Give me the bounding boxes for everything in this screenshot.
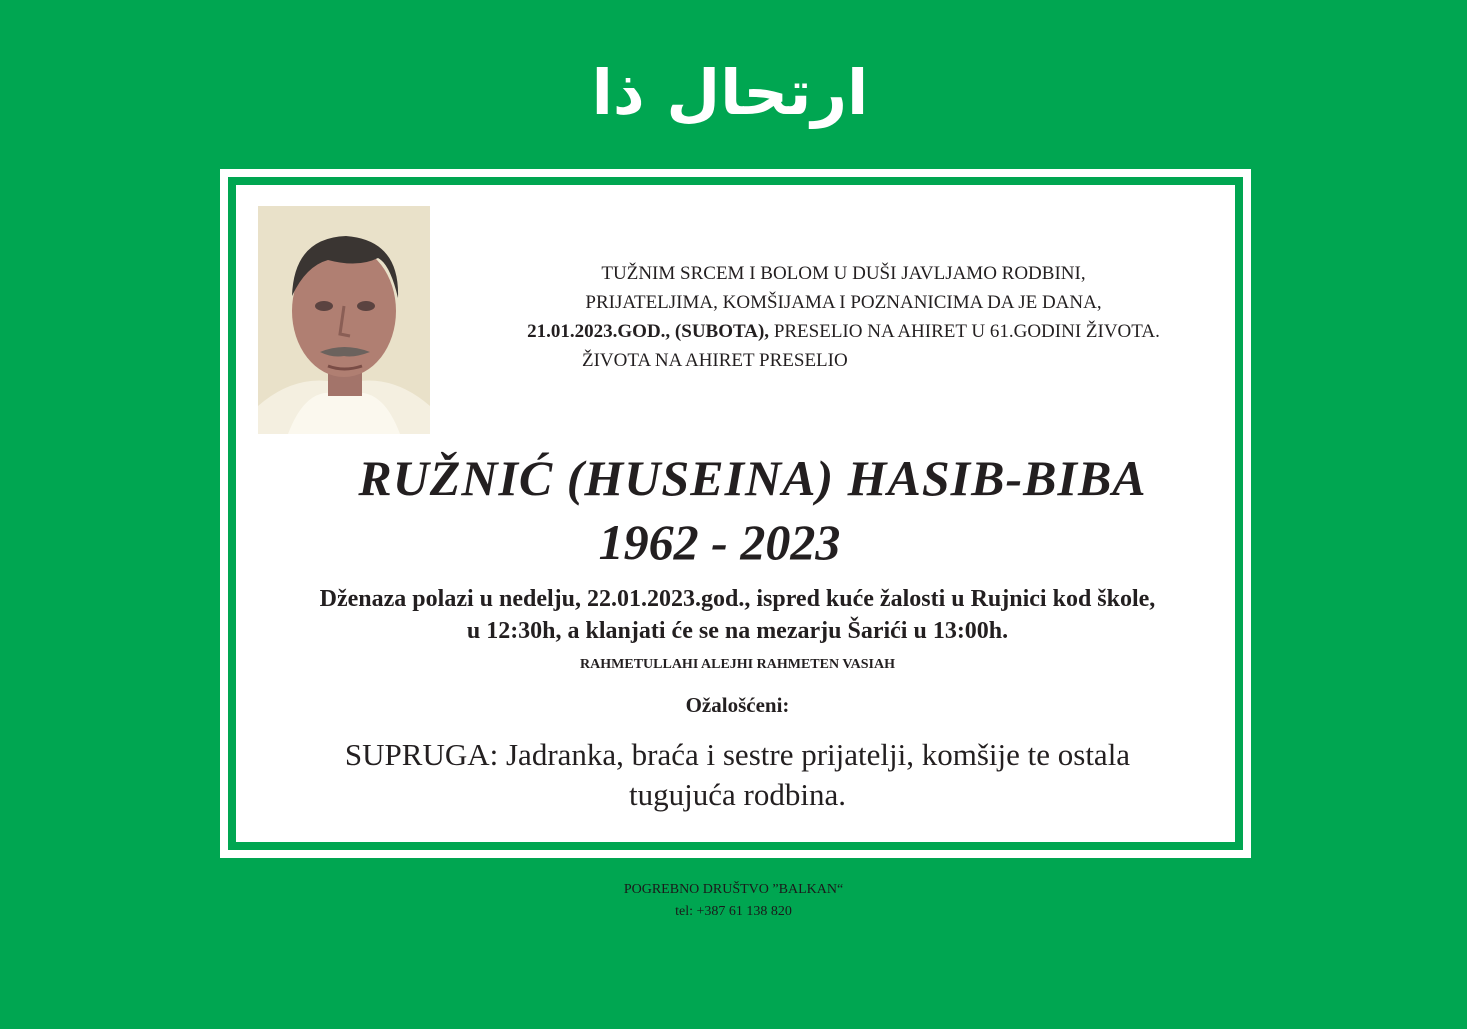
life-years: 1962 - 2023 bbox=[598, 514, 841, 570]
company-phone: tel: +387 61 138 820 bbox=[675, 904, 792, 919]
death-date: 21.01.2023.GOD., (SUBOTA), bbox=[527, 321, 770, 342]
portrait-photo bbox=[258, 206, 430, 434]
funeral-line: Dženaza polazi u nedelju, 22.01.2023.god., ispred kuće žalosti u Rujnici kod škole, bbox=[319, 586, 1156, 612]
prayer-text: RAHMETULLAHI ALEJHI RAHMETEN VASIAH bbox=[580, 657, 895, 672]
intro-line: TUŽNIM SRCEM I BOLOM U DUŠI JAVLJAMO RODBINI, bbox=[601, 263, 1086, 284]
arabic-calligraphy-header: ارتحال ذا bbox=[591, 56, 869, 129]
mourners-line: tugujuća rodbina. bbox=[629, 777, 846, 812]
intro-line-rest: PRESELIO NA AHIRET U 61.GODINI ŽIVOTA. bbox=[769, 321, 1160, 342]
deceased-name: RUŽNIĆ (HUSEINA) HASIB-BIBA bbox=[358, 450, 1147, 506]
mourners-list bbox=[236, 735, 1239, 815]
notice-card bbox=[236, 185, 1235, 842]
portrait-illustration bbox=[258, 206, 430, 434]
frame-border bbox=[228, 177, 1243, 850]
intro-line: ŽIVOTA NA AHIRET PRESELIO bbox=[582, 350, 848, 371]
intro-line: PRIJATELJIMA, KOMŠIJAMA I POZNANICIMA DA JE DANA, bbox=[585, 292, 1102, 313]
funeral-details bbox=[236, 583, 1239, 647]
notice-frame bbox=[220, 169, 1251, 858]
mourners-heading: Ožalošćeni: bbox=[685, 693, 790, 717]
footer bbox=[0, 879, 1467, 923]
funeral-company: POGREBNO DRUŠTVO ”BALKAN“ bbox=[623, 882, 844, 897]
intro-text bbox=[456, 259, 1231, 375]
mourners-line: SUPRUGA: Jadranka, braća i sestre prijatelji, komšije te ostala bbox=[344, 737, 1131, 772]
funeral-line: u 12:30h, a klanjati će se na mezarju Šarići u 13:00h. bbox=[466, 618, 1009, 644]
intro-line-date bbox=[456, 317, 1231, 346]
